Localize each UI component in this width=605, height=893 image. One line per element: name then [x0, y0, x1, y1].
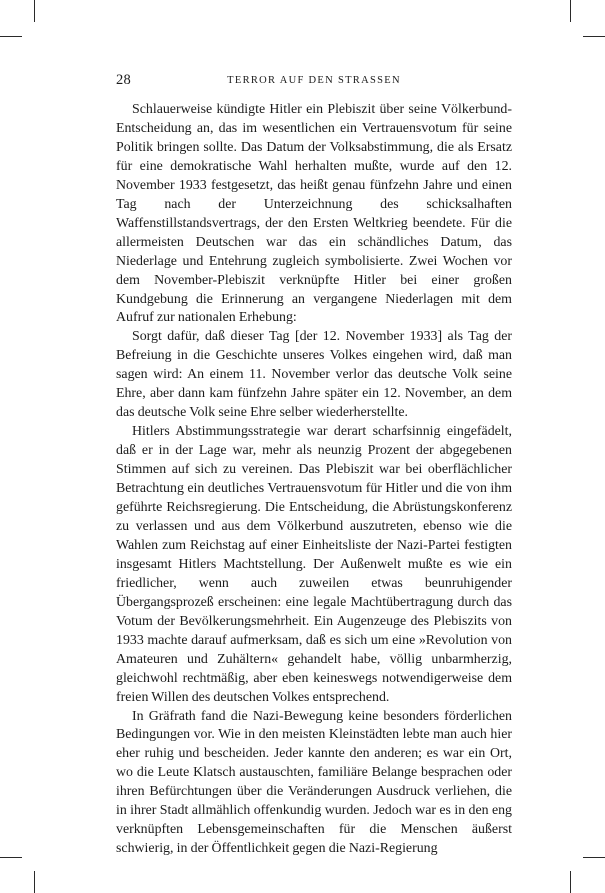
crop-mark-bottom-left [34, 871, 35, 893]
paragraph: Hitlers Abstimmungsstrategie war derart scharfsinnig eingefädelt, daß er in der Lage war, mehr als neunzig Prozent der abgegebenen Stimmen auf sich zu vereinen. Das Plebiszit war bei oberflächlicher Betrachtung ein deutliches Vertrauensvotum für Hitler und die von ihm geführte Reichsregierung. Die Entscheidung, die Abrüstungskonferenz zu verlassen und aus dem Völkerbund auszutreten, ebenso wie die Wahlen zum Reichstag auf einer Einheitsliste der Nazi-Partei festigten insgesamt Hitlers Machtstellung. Der Außenwelt mußte es wie ein friedlicher, wenn auch zuweilen etwas beunruhigender Übergangsprozeß erscheinen: eine legale Machtübertragung durch das Votum der Bevölkerungsmehrheit. Ein Augenzeuge des Plebiszits von 1933 machte darauf aufmerksam, daß es sich um eine »Revolution von Amateuren und Zuhältern« gehandelt habe, völlig unbarmherzig, gleichwohl rechtmäßig, aber eben keineswegs notwendigerweise dem freien Willen des deutschen Volkes entsprechend. [116, 424, 512, 705]
quotation-paragraph: Sorgt dafür, daß dieser Tag [der 12. November 1933] als Tag der Befreiung in die Geschichte unseres Volkes eingehen wird, daß man sagen wird: An einem 11. November verlor das deutsche Volk seine Ehre, aber dann kam fünfzehn Jahre später ein 12. November, an dem das deutsche Volk seine Ehre selber wiederherstellte. [116, 329, 512, 421]
crop-mark-top-right [570, 0, 571, 22]
crop-mark-bottom-left [0, 857, 22, 858]
paragraph: In Gräfrath fand die Nazi-Bewegung keine besonders förderlichen Bedingungen vor. Wie in den meisten Kleinstädten lebte man auch hier eher ruhig und bescheiden. Jeder kannte den anderen; es war ein Ort, wo die Leute Klatsch austauschten, familiäre Belange besprachen oder ihren Befürchtungen über die Veränderungen Ausdruck verliehen, die in ihrer Stadt allmählich offenkundig wurden. Jedoch war es in den eng verknüpften Lebensgemeinschaften für die Menschen äußerst schwierig, in der Öffentlichkeit gegen die Nazi-Regierung [116, 708, 512, 857]
paragraph: Schlauerweise kündigte Hitler ein Plebiszit über seine Völkerbund-Entscheidung an, das im wesentlichen ein Vertrauensvotum für seine Politik bringen sollte. Das Datum der Volksabstimmung, die als Ersatz für eine demokratische Wahl herhalten mußte, wurde auf den 12. November 1933 festgesetzt, das heißt genau fünfzehn Jahre und einen Tag nach der Unterzeichnung des schicksalhaften Waffenstillstandsvertrags, der den Ersten Weltkrieg beendete. Für die allermeisten Deutschen war das ein schändliches Datum, das Niederlage und Entehrung zugleich symbolisierte. Zwei Wochen vor dem November-Plebiszit verknüpfte Hitler bei einer großen Kundgebung die Erinnerung an vergangene Niederlagen mit dem Aufruf zur nationalen Erhebung: [116, 102, 512, 326]
crop-mark-top-left [34, 0, 35, 22]
crop-mark-bottom-right [583, 857, 605, 858]
running-head: TERROR AUF DEN STRASSEN [227, 75, 401, 86]
crop-mark-top-left [0, 36, 22, 37]
page-header [116, 72, 512, 90]
body-text [116, 101, 512, 859]
crop-mark-top-right [583, 36, 605, 37]
crop-mark-bottom-right [570, 871, 571, 893]
page-number: 28 [116, 72, 131, 88]
